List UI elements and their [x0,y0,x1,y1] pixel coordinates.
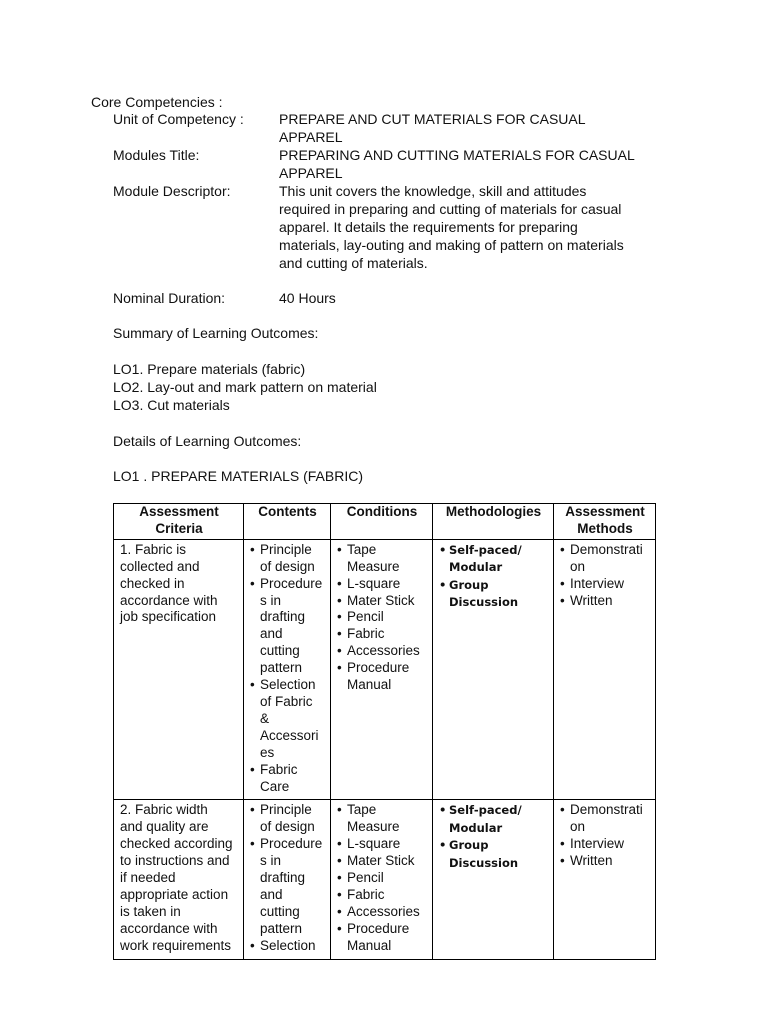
header-text: Assessment [565,504,645,519]
col-header-conditions [331,504,433,540]
list-item-text: Pencil [347,609,384,625]
list-item-text: Self-paced/ [449,803,522,818]
criteria-cell [114,539,244,800]
bullet-icon: • [250,761,255,777]
list-item [337,836,427,853]
bullet-icon: • [560,836,565,852]
list-item [337,887,427,904]
list-item-text: pattern [260,660,303,676]
module-descriptor-line: materials, lay-outing and making of pattern on materials [279,237,624,253]
col-header-assessment-criteria [114,504,244,540]
list-item-text: pattern [260,920,303,936]
bullet-icon: • [337,541,342,557]
list-item-text: Principle [260,802,312,818]
methodologies-cell [433,800,554,959]
conditions-cell [331,539,433,800]
bullet-icon: • [337,920,342,936]
module-descriptor-line: and cutting of materials. [279,255,428,271]
criteria-text-line: appropriate action [120,886,229,902]
module-descriptor-line: This unit covers the knowledge, skill and attitudes [279,183,587,199]
list-item [560,853,650,870]
list-item-text: drafting [260,609,306,625]
list-item [439,577,548,612]
list-item-text: Tape [347,802,377,818]
contents-cell [244,800,331,959]
bullet-icon: • [337,802,342,818]
list-item-text: Measure [347,819,400,835]
bullet-icon: • [439,838,447,853]
conditions-cell [331,800,433,959]
header-text: Contents [258,504,317,519]
details-heading: Details of Learning Outcomes: [113,433,302,449]
bullet-icon: • [337,592,342,608]
list-item [250,762,325,796]
criteria-text-line: to instructions and [120,853,230,869]
unit-of-competency-value-line2: APPAREL [279,129,343,145]
list-item-text: s in [260,592,282,608]
bullet-list [250,542,325,796]
list-item [439,542,548,577]
criteria-text-line: checked in [120,575,185,591]
list-item-text: Procedure [347,660,410,676]
learning-outcome-item: LO1. Prepare materials (fabric) [113,361,306,377]
list-item-text: Group [449,838,489,853]
list-item-text: Accessories [347,643,420,659]
header-text: Criteria [155,520,203,536]
module-descriptor-label: Module Descriptor: [113,183,231,199]
bullet-icon: • [560,802,565,818]
nominal-duration-label: Nominal Duration: [113,290,226,306]
list-item-text: es [260,744,275,760]
list-item [337,802,427,836]
bullet-icon: • [337,660,342,676]
bullet-icon: • [337,886,342,902]
list-item-text: Manual [347,677,392,693]
col-header-assessment-methods [554,504,656,540]
table-row [114,539,656,800]
criteria-text-line: 1. Fabric is [120,541,187,557]
bullet-list [439,542,548,612]
list-item-text: cutting [260,903,300,919]
list-item-text: s in [260,853,282,869]
list-item-text: on [570,819,586,835]
list-item [439,802,548,837]
list-item-text: Mater Stick [347,592,415,608]
list-item-text: Tape [347,541,377,557]
list-item-text: Mater Stick [347,853,415,869]
list-item-text: Procedure [260,836,323,852]
list-item-text: Discussion [449,595,519,610]
bullet-list [337,542,427,694]
criteria-text-line: 2. Fabric width [120,802,208,818]
col-header-contents [244,504,331,540]
core-competencies-heading: Core Competencies : [91,94,223,110]
list-item [250,576,325,677]
methodologies-cell [433,539,554,800]
list-item [337,626,427,643]
bullet-icon: • [250,575,255,591]
list-item [250,836,325,937]
list-item-text: Group [449,577,489,592]
bullet-list [250,802,325,954]
list-item-text: Written [570,853,613,869]
list-item-text: Selection [260,677,316,693]
list-item-text: Modular [449,560,503,575]
bullet-icon: • [250,541,255,557]
bullet-icon: • [337,575,342,591]
module-descriptor-line: required in preparing and cutting of materials for casual [279,201,622,217]
list-item [250,938,325,955]
list-item-text: Procedure [347,920,410,936]
summary-heading: Summary of Learning Outcomes: [113,325,319,341]
list-item [337,609,427,626]
list-item-text: of design [260,558,315,574]
list-item-text: L-square [347,575,401,591]
list-item-text: Modular [449,820,503,835]
list-item [337,660,427,694]
learning-outcome-item: LO3. Cut materials [113,397,230,413]
bullet-icon: • [337,853,342,869]
bullet-icon: • [250,937,255,953]
header-text: Assessment [139,504,219,519]
list-item-text: Principle [260,541,312,557]
header-text: Conditions [346,504,418,519]
bullet-icon: • [337,609,342,625]
bullet-list [439,802,548,872]
list-item [337,904,427,921]
lo1-title: LO1 . PREPARE MATERIALS (FABRIC) [113,468,363,484]
bullet-icon: • [250,836,255,852]
list-item-text: Manual [347,937,392,953]
list-item-text: Demonstrati [570,541,643,557]
list-item-text: Measure [347,558,400,574]
bullet-icon: • [439,803,447,818]
list-item-text: Care [260,778,290,794]
modules-title-value-line1: PREPARING AND CUTTING MATERIALS FOR CASUAL [279,147,635,163]
assessment-methods-cell [554,539,656,800]
list-item [560,593,650,610]
list-item [560,802,650,836]
list-item [250,802,325,836]
bullet-icon: • [439,577,447,592]
criteria-text-line: collected and [120,558,200,574]
list-item-text: Interview [570,575,625,591]
bullet-icon: • [337,870,342,886]
list-item-text: of Fabric & [260,693,313,726]
list-item-text: Self-paced/ [449,542,522,557]
criteria-text-line: work requirements [120,937,232,953]
bullet-icon: • [560,575,565,591]
modules-title-value-line2: APPAREL [279,165,343,181]
criteria-text-line: accordance with [120,920,218,936]
criteria-text-line: checked according [120,836,233,852]
list-item [439,837,548,872]
list-item [337,643,427,660]
criteria-text-line: and quality are [120,819,209,835]
table-header-row [114,504,656,540]
list-item-text: L-square [347,836,401,852]
list-item-text: on [570,558,586,574]
modules-title-label: Modules Title: [113,147,200,163]
bullet-list [560,802,650,870]
bullet-icon: • [337,903,342,919]
criteria-text-line: job specification [120,609,217,625]
criteria-text-line: is taken in [120,903,181,919]
col-header-methodologies [433,504,554,540]
bullet-icon: • [250,677,255,693]
bullet-icon: • [560,853,565,869]
learning-outcome-item: LO2. Lay-out and mark pattern on material [113,379,377,395]
list-item-text: Interview [570,836,625,852]
list-item [250,677,325,762]
list-item [337,870,427,887]
criteria-cell [114,800,244,959]
header-text: Methods [577,520,633,536]
list-item-text: Fabric [260,761,298,777]
list-item [337,593,427,610]
list-item-text: Fabric [347,886,385,902]
module-descriptor-line: apparel. It details the requirements for preparing [279,219,578,235]
list-item-text: Discussion [449,855,519,870]
list-item [560,542,650,576]
list-item [337,853,427,870]
list-item-text: and [260,626,283,642]
list-item [337,576,427,593]
contents-cell [244,539,331,800]
list-item-text: drafting [260,870,306,886]
list-item-text: of design [260,819,315,835]
bullet-list [337,802,427,954]
list-item [337,542,427,576]
unit-of-competency-label: Unit of Competency : [113,111,244,127]
criteria-text-line: accordance with [120,592,218,608]
header-text: Methodologies [445,504,542,519]
table-row [114,800,656,959]
list-item [560,576,650,593]
list-item-text: Written [570,592,613,608]
bullet-icon: • [560,592,565,608]
list-item-text: Accessories [347,903,420,919]
list-item [560,836,650,853]
bullet-icon: • [337,836,342,852]
list-item-text: Demonstrati [570,802,643,818]
bullet-icon: • [337,626,342,642]
list-item-text: and [260,886,283,902]
unit-of-competency-value-line1: PREPARE AND CUT MATERIALS FOR CASUAL [279,111,586,127]
bullet-icon: • [560,541,565,557]
bullet-icon: • [439,542,447,557]
list-item-text: Procedure [260,575,323,591]
nominal-duration-value: 40 Hours [279,290,336,306]
list-item-text: Pencil [347,870,384,886]
bullet-icon: • [250,802,255,818]
bullet-icon: • [337,643,342,659]
list-item-text: Selection [260,937,316,953]
list-item-text: cutting [260,643,300,659]
list-item [337,921,427,955]
learning-outcome-table [113,503,656,960]
list-item [250,542,325,576]
bullet-list [560,542,650,610]
list-item-text: Fabric [347,626,385,642]
list-item-text: Accessori [260,727,319,743]
criteria-text-line: if needed [120,870,176,886]
assessment-methods-cell [554,800,656,959]
